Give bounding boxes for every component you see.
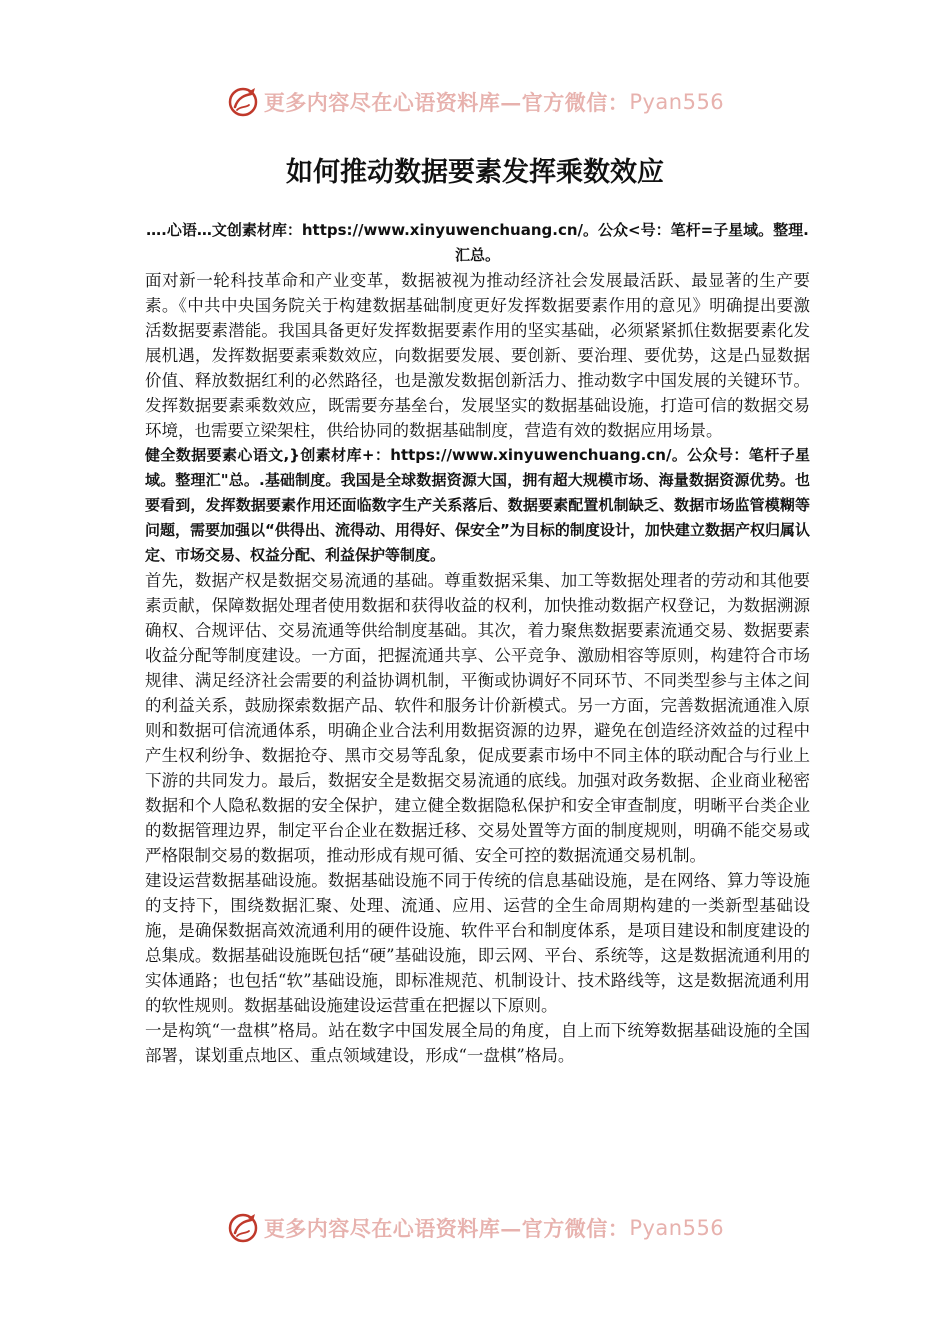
footer-banner	[0, 1208, 950, 1248]
paragraph-intro: 面对新一轮科技革命和产业变革，数据被视为推动经济社会发展最活跃、最显著的生产要素。《中共中央国务院关于构建数据基础制度更好发挥数据要素作用的意见》明确提出要激活数据要素潜能。我国具备更好发挥数据要素作用的坚实基础，必须紧紧抓住数据要素化发展机遇，发挥数据要素乘数效应，向数据要发展、要创新、要治理、要优势，这是凸显数据价值、释放数据红利的必然路径，也是激发数据创新活力、推动数字中国发展的关键环节。发挥数据要素乘数效应，既需要夯基垒台，发展坚实的数据基础设施，打造可信的数据交易环境，也需要立梁架柱，供给协同的数据基础制度，营造有效的数据应用场景。	[145, 271, 810, 440]
source-note: ….心语…文创素材库：https://www.xinyuwenchuang.cn/。公众<号：笔杆=子星域。整理.汇总。	[146, 221, 809, 264]
document-body	[145, 218, 810, 1068]
paragraph-infrastructure: 建设运营数据基础设施。数据基础设施不同于传统的信息基础设施，是在网络、算力等设施的支持下，围绕数据汇聚、处理、流通、应用、运营的全生命周期构建的一类新型基础设施，是确保数据高效流通利用的硬件设施、软件平台和制度体系，是项目建设和制度建设的总集成。数据基础设施既包括“硬”基础设施，即云网、平台、系统等，这是数据流通利用的实体通路；也包括“软”基础设施，即标准规范、机制设计、技术路线等，这是数据流通利用的软性规则。数据基础设施建设运营重在把握以下原则。	[145, 871, 810, 1015]
paragraph-data-property: 首先，数据产权是数据交易流通的基础。尊重数据采集、加工等数据处理者的劳动和其他要素贡献，保障数据处理者使用数据和获得收益的权利，加快推动数据产权登记，为数据溯源确权、合规评估、交易流通等供给制度基础。其次，着力聚焦数据要素流通交易、数据要素收益分配等制度建设。一方面，把握流通共享、公平竞争、激励相容等原则，构建符合市场规律、满足经济社会需要的利益协调机制，平衡或协调好不同环节、不同类型参与主体之间的利益关系，鼓励探索数据产品、软件和服务计价新模式。另一方面，完善数据流通准入原则和数据可信流通体系，明确企业合法利用数据资源的边界，避免在创造经济效益的过程中产生权利纷争、数据抢夺、黑市交易等乱象，促成要素市场中不同主体的联动配合与行业上下游的共同发力。最后，数据安全是数据交易流通的底线。加强对政务数据、企业商业秘密数据和个人隐私数据的安全保护，建立健全数据隐私保护和安全审查制度，明晰平台类企业的数据管理边界，制定平台企业在数据迁移、交易处置等方面的制度规则，明确不能交易或严格限制交易的数据项，推动形成有规可循、安全可控的数据流通交易机制。	[145, 571, 810, 865]
document-title: 如何推动数据要素发挥乘数效应	[286, 157, 664, 188]
paragraph-one-board: 一是构筑“一盘棋”格局。站在数字中国发展全局的角度，自上而下统筹数据基础设施的全国部署，谋划重点地区、重点领域建设，形成“一盘棋”格局。	[145, 1021, 810, 1065]
header-banner-wechat-id: Pyan556	[629, 90, 725, 114]
header-banner-text: 更多内容尽在心语资料库—官方微信：	[263, 90, 630, 115]
pen-swirl-logo-icon	[226, 1211, 260, 1245]
pen-swirl-logo-icon	[226, 85, 260, 119]
footer-banner-text: 更多内容尽在心语资料库—官方微信：	[263, 1216, 630, 1241]
footer-banner-wechat-id: Pyan556	[629, 1216, 725, 1240]
paragraph-basic-system: 健全数据要素心语文,}创素材库+：https://www.xinyuwenchuang.cn/。公众号：笔杆子星域。整理汇"总。.基础制度。我国是全球数据资源大国，拥有超大规模市场、海量数据资源优势。也要看到，发挥数据要素作用还面临数字生产关系落后、数据要素配置机制缺乏、数据市场监管模糊等问题，需要加强以“供得出、流得动、用得好、保安全”为目标的制度设计，加快建立数据产权归属认定、市场交易、权益分配、利益保护等制度。	[145, 446, 810, 564]
header-banner	[0, 82, 950, 122]
